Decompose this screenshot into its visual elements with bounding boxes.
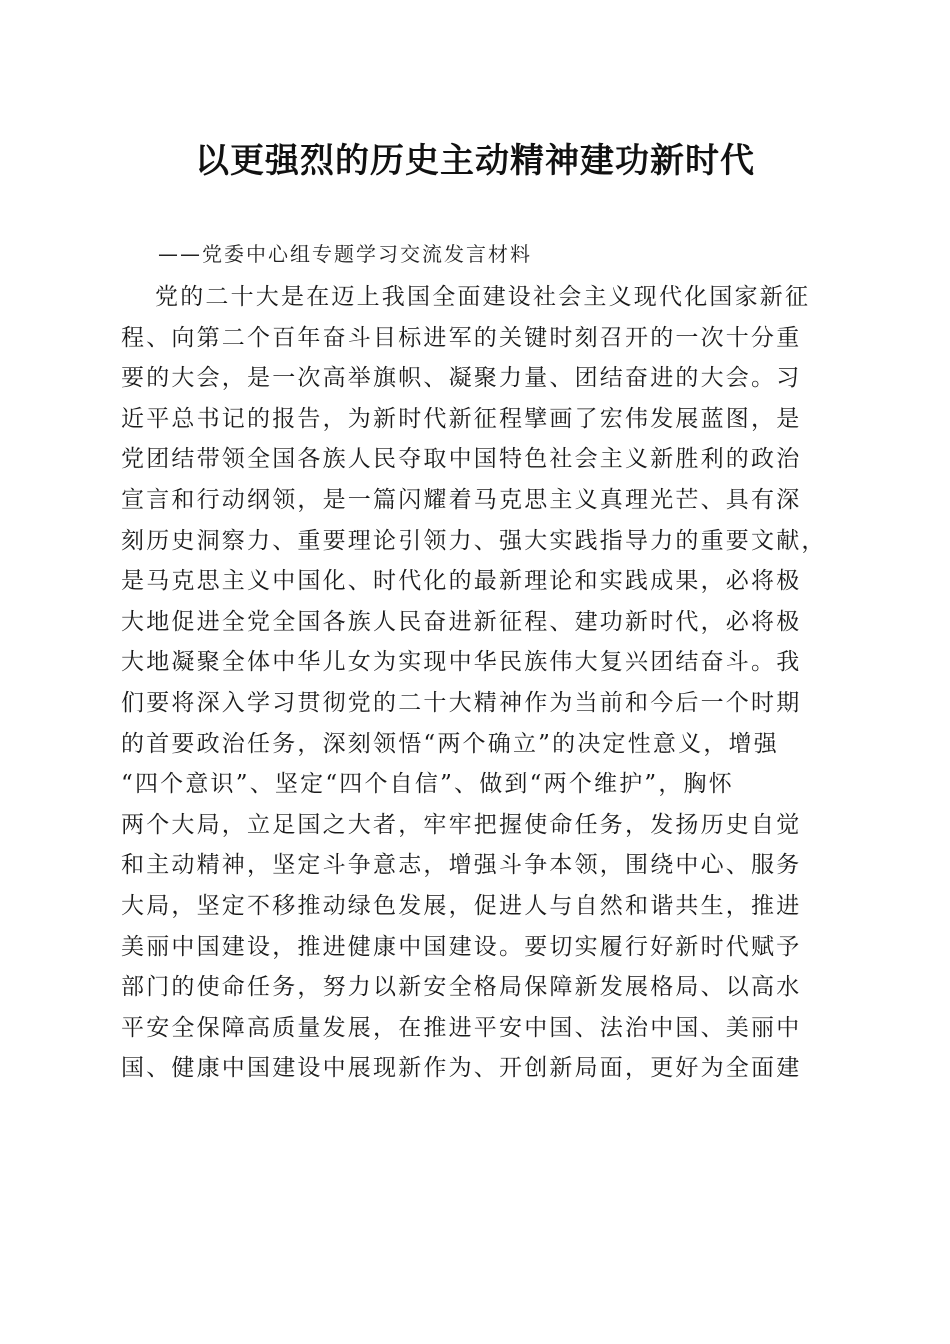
paragraph-line: 刻历史洞察力、重要理论引领力、强大实践指导力的重要文献，	[121, 527, 827, 554]
paragraph-line: 是马克思主义中国化、时代化的最新理论和实践成果，必将极	[121, 568, 802, 595]
paragraph-line: 美丽中国建设，推进健康中国建设。要切实履行好新时代赋予	[121, 933, 802, 960]
paragraph-line: 国、健康中国建设中展现新作为、开创新局面，更好为全面建	[121, 1055, 802, 1082]
paragraph-line: 近平总书记的报告，为新时代新征程擘画了宏伟发展蓝图，是	[121, 405, 802, 432]
paragraph-line: 党团结带领全国各族人民夺取中国特色社会主义新胜利的政治	[121, 446, 802, 473]
paragraph-line: 部门的使命任务，努力以新安全格局保障新发展格局、以高水	[121, 974, 802, 1001]
paragraph-line: 两个大局，立足国之大者，牢牢把握使命任务，发扬历史自觉	[121, 811, 802, 838]
paragraph-line: 们要将深入学习贯彻党的二十大精神作为当前和今后一个时期	[121, 689, 802, 716]
paragraph-line: 大局，坚定不移推动绿色发展，促进人与自然和谐共生，推进	[121, 892, 802, 919]
document-subtitle: ——党委中心组专题学习交流发言材料	[158, 242, 532, 266]
paragraph-line: 程、向第二个百年奋斗目标进军的关键时刻召开的一次十分重	[121, 324, 802, 351]
paragraph-line: 大地凝聚全体中华儿女为实现中华民族伟大复兴团结奋斗。我	[121, 649, 802, 676]
paragraph-line: 和主动精神，坚定斗争意志，增强斗争本领，围绕中心、服务	[121, 852, 802, 879]
paragraph-line: 党的二十大是在迈上我国全面建设社会主义现代化国家新征	[155, 284, 811, 310]
paragraph-line: 大地促进全党全国各族人民奋进新征程、建功新时代，必将极	[121, 608, 802, 635]
paragraph-line: 平安全保障高质量发展，在推进平安中国、法治中国、美丽中	[121, 1014, 802, 1041]
paragraph-line: 的首要政治任务，深刻领悟“两个确立”的决定性意义，增强	[121, 730, 779, 757]
document-title: 以更强烈的历史主动精神建功新时代	[195, 141, 755, 181]
paragraph-line: “四个意识”、坚定“四个自信”、做到“两个维护”，胸怀	[121, 771, 734, 798]
paragraph-line: 宣言和行动纲领，是一篇闪耀着马克思主义真理光芒、具有深	[121, 486, 802, 513]
paragraph-line: 要的大会，是一次高举旗帜、凝聚力量、团结奋进的大会。习	[121, 365, 802, 392]
body-paragraph	[121, 277, 833, 1089]
